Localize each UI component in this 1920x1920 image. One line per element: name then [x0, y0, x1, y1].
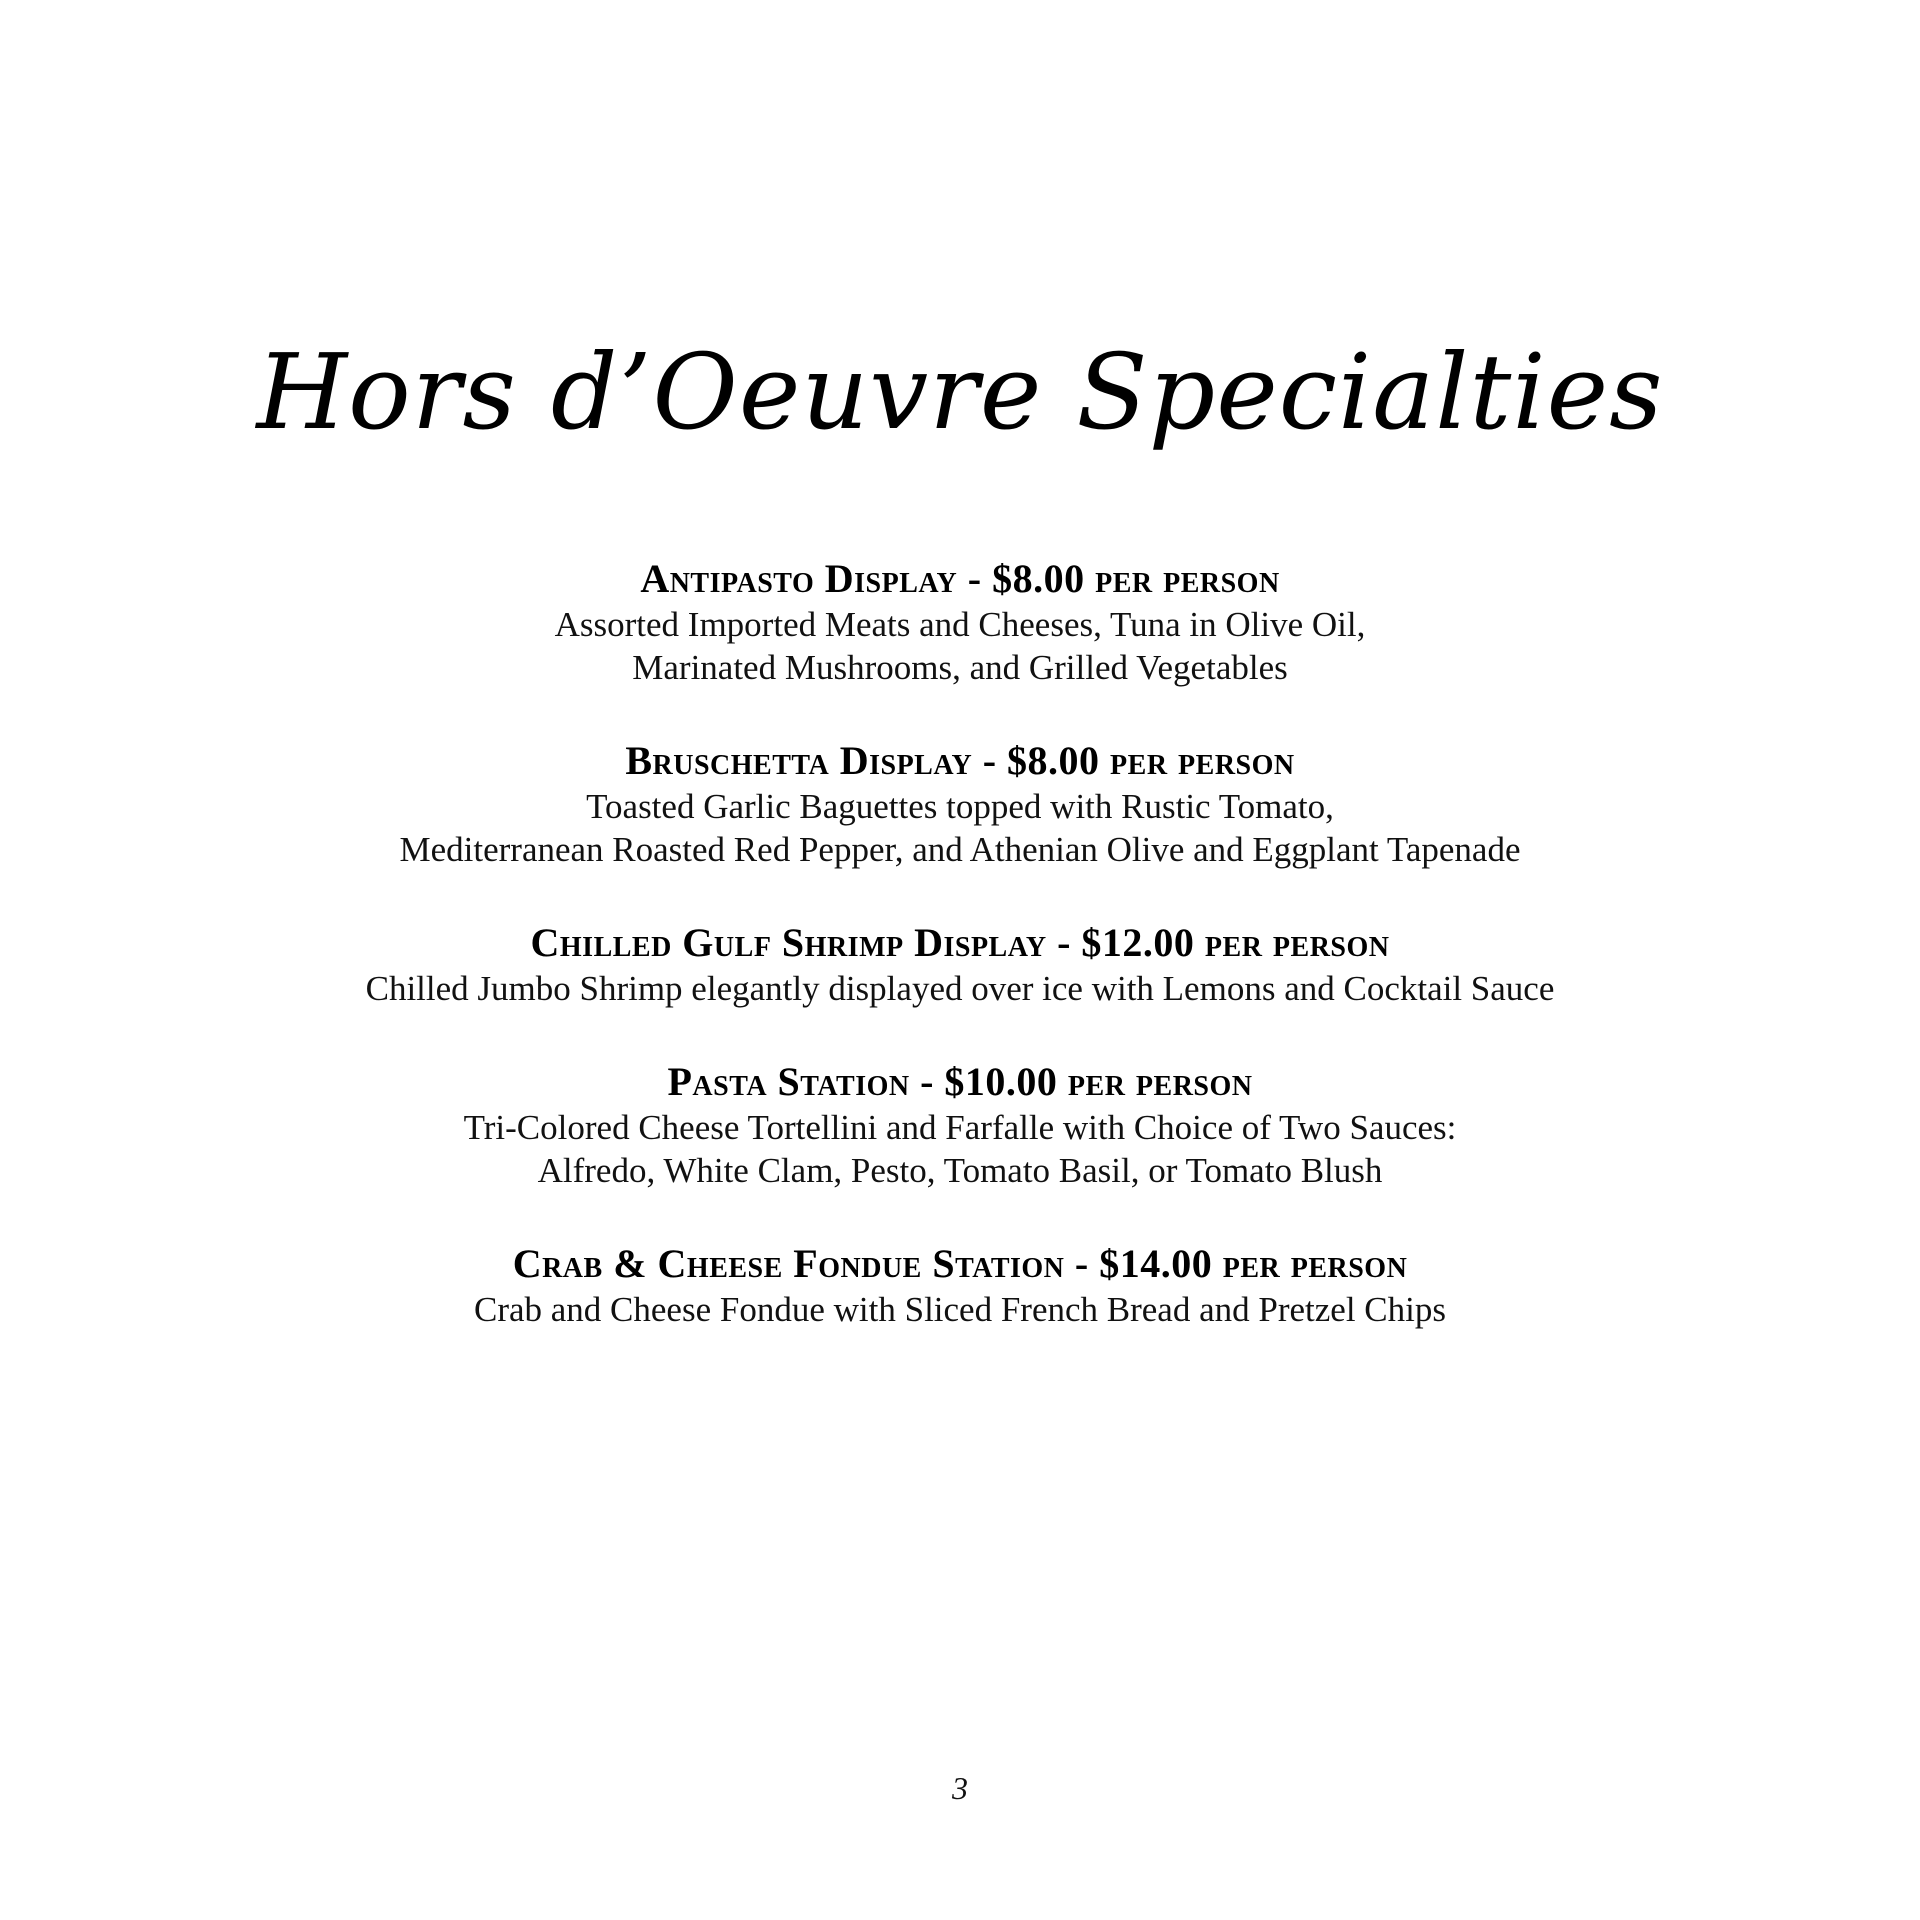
menu-item-description-line: Crab and Cheese Fondue with Sliced French Bread and Pretzel Chips — [473, 1290, 1446, 1329]
menu-item-pasta-station — [0, 1058, 1920, 1192]
menu-item-description-line: Alfredo, White Clam, Pesto, Tomato Basil, or Tomato Blush — [537, 1151, 1383, 1190]
menu-item-description-line: Toasted Garlic Baguettes topped with Rustic Tomato, — [586, 787, 1334, 826]
menu-item-heading: Crab & Cheese Fondue Station - $14.00 per person — [512, 1241, 1408, 1286]
menu-item-description-line: Assorted Imported Meats and Cheeses, Tuna in Olive Oil, — [554, 605, 1366, 644]
menu-item-description-line: Tri-Colored Cheese Tortellini and Farfalle with Choice of Two Sauces: — [463, 1108, 1457, 1147]
menu-item-chilled-gulf-shrimp-display — [0, 919, 1920, 1010]
menu-item-crab-cheese-fondue-station — [0, 1240, 1920, 1331]
menu-item-antipasto-display — [0, 555, 1920, 689]
menu-item-heading: Antipasto Display - $8.00 per person — [640, 556, 1280, 601]
menu-item-bruschetta-display — [0, 737, 1920, 871]
menu-item-heading: Chilled Gulf Shrimp Display - $12.00 per person — [530, 920, 1390, 965]
menu-item-description-line: Marinated Mushrooms, and Grilled Vegetables — [632, 648, 1288, 687]
menu-item-description-line: Chilled Jumbo Shrimp elegantly displayed over ice with Lemons and Cocktail Sauce — [365, 969, 1555, 1008]
page-number: 3 — [952, 1770, 968, 1806]
menu-item-heading: Bruschetta Display - $8.00 per person — [625, 738, 1295, 783]
page-title: Hors d’Oeuvre Specialties — [256, 331, 1664, 453]
menu-item-description-line: Mediterranean Roasted Red Pepper, and Athenian Olive and Eggplant Tapenade — [399, 830, 1521, 869]
menu-item-heading: Pasta Station - $10.00 per person — [667, 1059, 1253, 1104]
menu-list — [0, 555, 1920, 1379]
